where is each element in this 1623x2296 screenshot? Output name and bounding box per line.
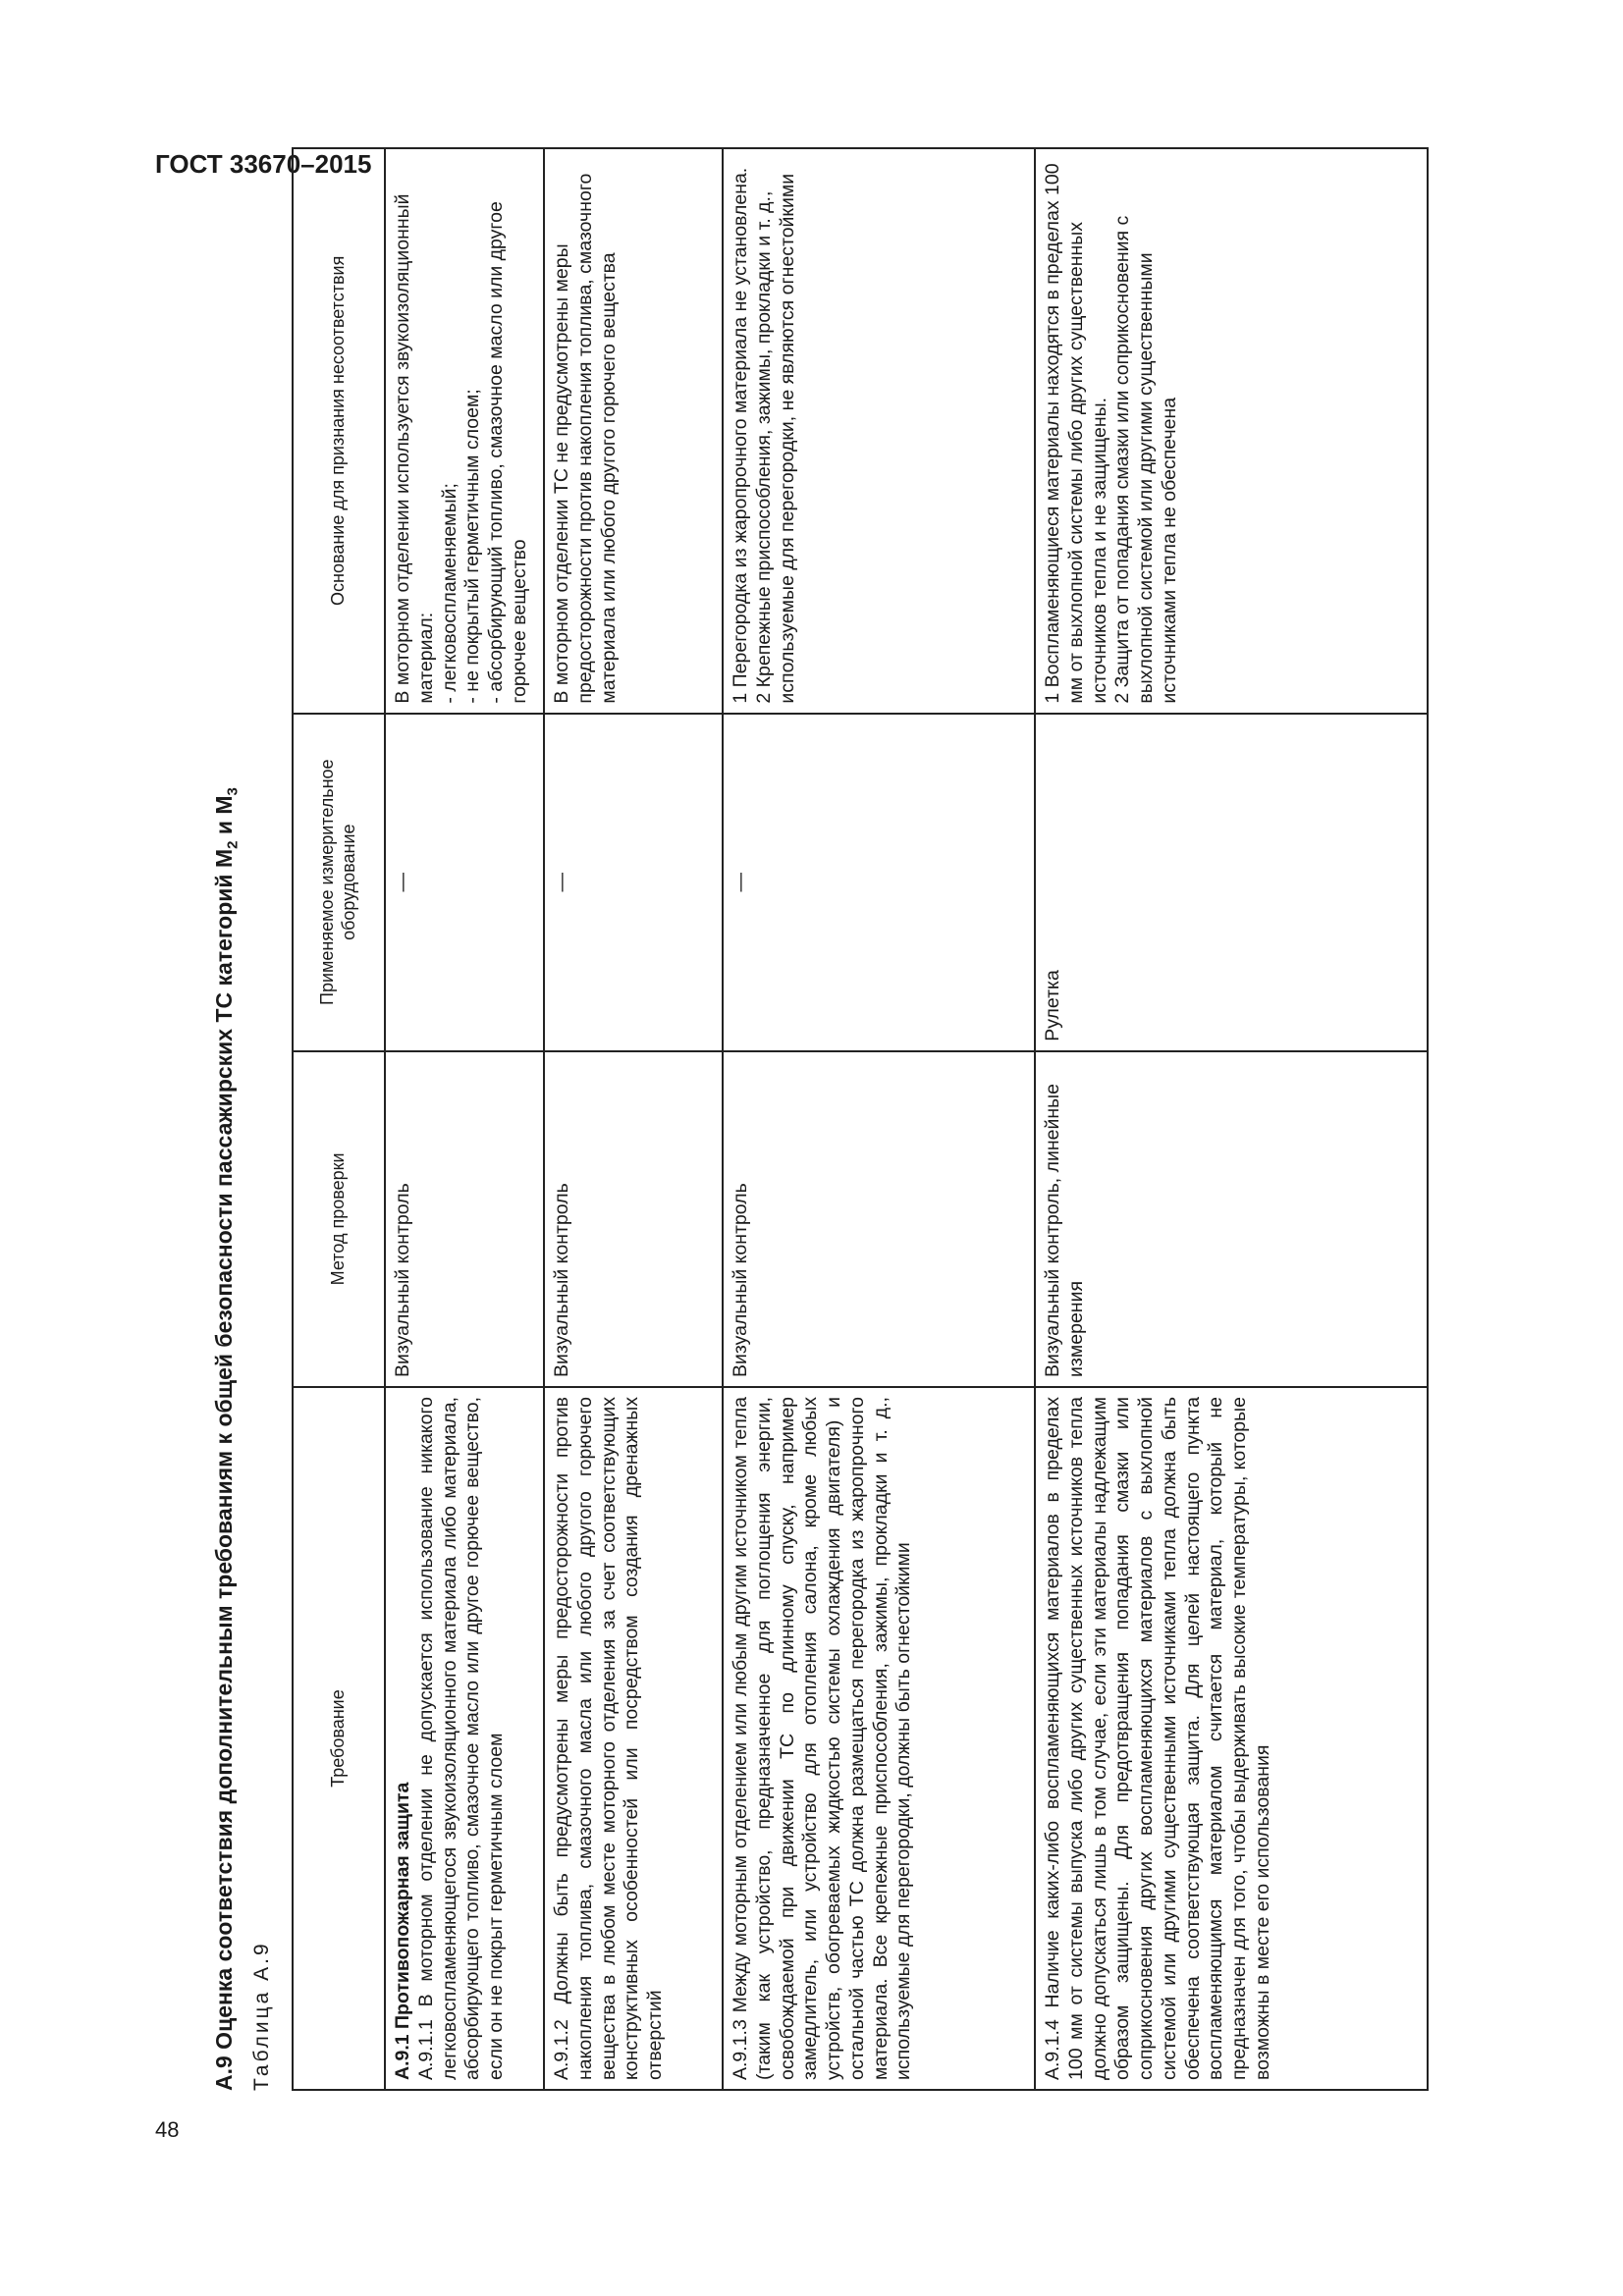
requirement-text: А.9.1.3 Между моторным отделением или любым другим источником тепла (таким как устройство, предназначенное для поглощения энергии, освобождаемой при движении ТС по длинному спуску, например замедлитель, или устройство для отопления салона, кроме любых устройств, обогреваемых жидкостью системы охлаждения двигателя) и остальной частью ТС должна размещаться перегородка из жаропрочного материала. Все крепежные приспособления, зажимы, прокладки и т. д., используемые для перегородки, должны быть огнестойкими xyxy=(730,1396,915,2080)
table-row xyxy=(544,148,723,2090)
equipment-cell xyxy=(385,714,544,1051)
method-cell: Визуальный контроль xyxy=(544,1051,723,1387)
page-number: 48 xyxy=(155,2117,180,2142)
document-code: ГОСТ 33670–2015 xyxy=(155,149,372,179)
basis-line: - абсорбирующий топливо, смазочное масло или другое горючее вещество xyxy=(485,201,530,704)
requirement-cell xyxy=(723,1387,1035,2090)
section-title-sub1: 2 xyxy=(224,840,242,849)
basis-line: 2 Крепежные приспособления, зажимы, прокладки и т. д., используемые для перегородки, не являются огнестойкими xyxy=(752,173,798,704)
col-header-equipment: Применяемое измерительное оборудование xyxy=(293,714,385,1051)
basis-line: 2 Защита от попадания смазки или соприкосновения с выхлопной системой или другими существенными источниками тепла не обеспечена xyxy=(1111,215,1180,704)
section-title-text: А.9 Оценка соответствия дополнительным требованиям к общей безопасности пассажирских ТС категорий М xyxy=(211,848,237,2091)
rotated-table-block xyxy=(211,147,1450,2091)
col-header-requirement: Требование xyxy=(293,1387,385,2090)
equipment-cell xyxy=(544,714,723,1051)
basis-line: - легковоспламеняемый; xyxy=(438,483,460,704)
method-cell: Визуальный контроль xyxy=(723,1051,1035,1387)
equipment-cell: Рулетка xyxy=(1035,714,1428,1051)
method-cell: Визуальный контроль, линейные измерения xyxy=(1035,1051,1428,1387)
requirement-cell xyxy=(544,1387,723,2090)
section-title-mid: и М xyxy=(211,795,237,841)
equipment-value: — xyxy=(392,872,413,892)
table-row xyxy=(385,148,544,2090)
basis-line: В моторном отделении используется звукоизоляционный материал: xyxy=(392,193,437,704)
requirement-text: А.9.1.1 В моторном отделении не допускается использование никакого легковоспламеняющегося звукоизоляционного материала либо материала, абсорбирующего топливо, смазочное масло или другое горючее вещество, если он не покрыт герметичным слоем xyxy=(414,1396,508,2080)
basis-line: 1 Воспламеняющиеся материалы находятся в пределах 100 мм от выхлопной системы либо других существенных источников тепла и не защищены. xyxy=(1042,163,1110,704)
col-header-method: Метод проверки xyxy=(293,1051,385,1387)
requirement-cell xyxy=(385,1387,544,2090)
table-row xyxy=(723,148,1035,2090)
basis-cell xyxy=(385,148,544,714)
requirement-title: А.9.1 Противопожарная защита xyxy=(392,1782,413,2080)
requirement-text: А.9.1.4 Наличие каких-либо воспламеняющихся материалов в пределах 100 мм от системы выпуска либо других существенных источников тепла должно допускаться лишь в том случае, если эти материалы надлежащим образом защищены. Для предотвращения попадания смазки или соприкосновения других воспламеняющихся материалов с выхлопной системой или другими существенными источниками тепла должна быть обеспечена соответствующая защита. Для целей настоящего пункта воспламеняющимся материалом считается материал, который не предназначен для того, чтобы выдерживать высокие температуры, которые возможны в месте его использования xyxy=(1042,1396,1274,2080)
equipment-cell xyxy=(723,714,1035,1051)
col-header-basis: Основание для признания несоответствия xyxy=(293,148,385,714)
basis-cell xyxy=(1035,148,1428,714)
table-header-row xyxy=(293,148,385,2090)
table-label: Таблица А.9 xyxy=(250,1941,273,2091)
requirement-text: А.9.1.2 Должны быть предусмотрены меры предосторожности против накопления топлива, смазочного масла или любого другого горючего вещества в любом месте моторного отделения за счет соответствующих конструктивных особенностей или посредством создания дренажных отверстий xyxy=(551,1396,667,2080)
basis-cell xyxy=(544,148,723,714)
section-title-sub2: 3 xyxy=(224,787,242,796)
basis-line: 1 Перегородка из жаропрочного материала не установлена. xyxy=(730,167,751,704)
section-title xyxy=(211,147,242,2091)
equipment-value: — xyxy=(730,872,751,892)
requirements-table xyxy=(292,147,1429,2091)
equipment-value: — xyxy=(551,872,572,892)
method-cell: Визуальный контроль xyxy=(385,1051,544,1387)
basis-cell xyxy=(723,148,1035,714)
basis-line: В моторном отделении ТС не предусмотрены меры предосторожности против накопления топлива, смазочного материала или любого другого горючего вещества xyxy=(551,173,620,704)
requirement-cell xyxy=(1035,1387,1428,2090)
basis-line: - не покрытый герметичным слоем; xyxy=(461,389,484,704)
table-row xyxy=(1035,148,1428,2090)
